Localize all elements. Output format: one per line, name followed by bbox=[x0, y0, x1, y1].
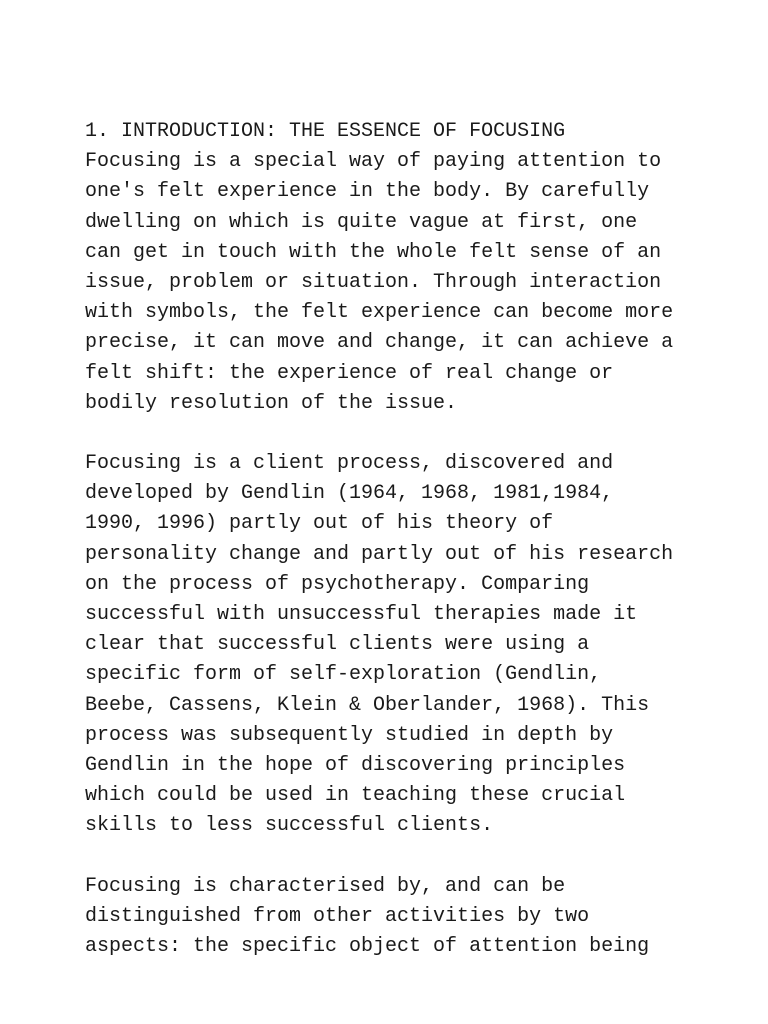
text-line: bodily resolution of the issue. bbox=[85, 391, 458, 415]
text-line: dwelling on which is quite vague at first, one bbox=[85, 210, 638, 234]
text-line: skills to less successful clients. bbox=[85, 814, 494, 838]
text-line: successful with unsuccessful therapies made it bbox=[85, 603, 638, 626]
text-line: process was subsequently studied in depth by bbox=[85, 723, 614, 747]
text-line: precise, it can move and change, it can achieve a bbox=[85, 331, 674, 355]
text-line: one's felt experience in the body. By carefully bbox=[85, 180, 650, 204]
blank-line bbox=[85, 419, 705, 449]
text-line: specific form of self-exploration (Gendlin, bbox=[85, 663, 602, 687]
text-line: clear that successful clients were using a bbox=[85, 633, 590, 657]
text-line: Focusing is a client process, discovered and bbox=[85, 452, 614, 476]
text-line: 1990, 1996) partly out of his theory of bbox=[85, 512, 554, 536]
blank-line bbox=[85, 842, 705, 872]
text-line: with symbols, the felt experience can become more bbox=[85, 301, 674, 325]
text-line: distinguished from other activities by two bbox=[85, 904, 590, 928]
text-line: Gendlin in the hope of discovering principles bbox=[85, 753, 626, 777]
text-line: Focusing is characterised by, and can be bbox=[85, 874, 566, 898]
section-heading: 1. INTRODUCTION: THE ESSENCE OF FOCUSING bbox=[85, 120, 566, 143]
document-body bbox=[85, 117, 705, 962]
text-line: Beebe, Cassens, Klein & Oberlander, 1968). This bbox=[85, 693, 650, 717]
text-line: issue, problem or situation. Through interaction bbox=[85, 270, 662, 294]
text-line: can get in touch with the whole felt sense of an bbox=[85, 240, 662, 264]
text-line: aspects: the specific object of attention being bbox=[85, 935, 650, 959]
text-line: which could be used in teaching these crucial bbox=[85, 784, 626, 808]
text-line: developed by Gendlin (1964, 1968, 1981,1984, bbox=[85, 482, 614, 506]
text-line: felt shift: the experience of real change or bbox=[85, 361, 614, 385]
text-line: on the process of psychotherapy. Comparing bbox=[85, 572, 590, 596]
text-line: Focusing is a special way of paying attention to bbox=[85, 150, 662, 174]
text-line: personality change and partly out of his research bbox=[85, 542, 674, 566]
